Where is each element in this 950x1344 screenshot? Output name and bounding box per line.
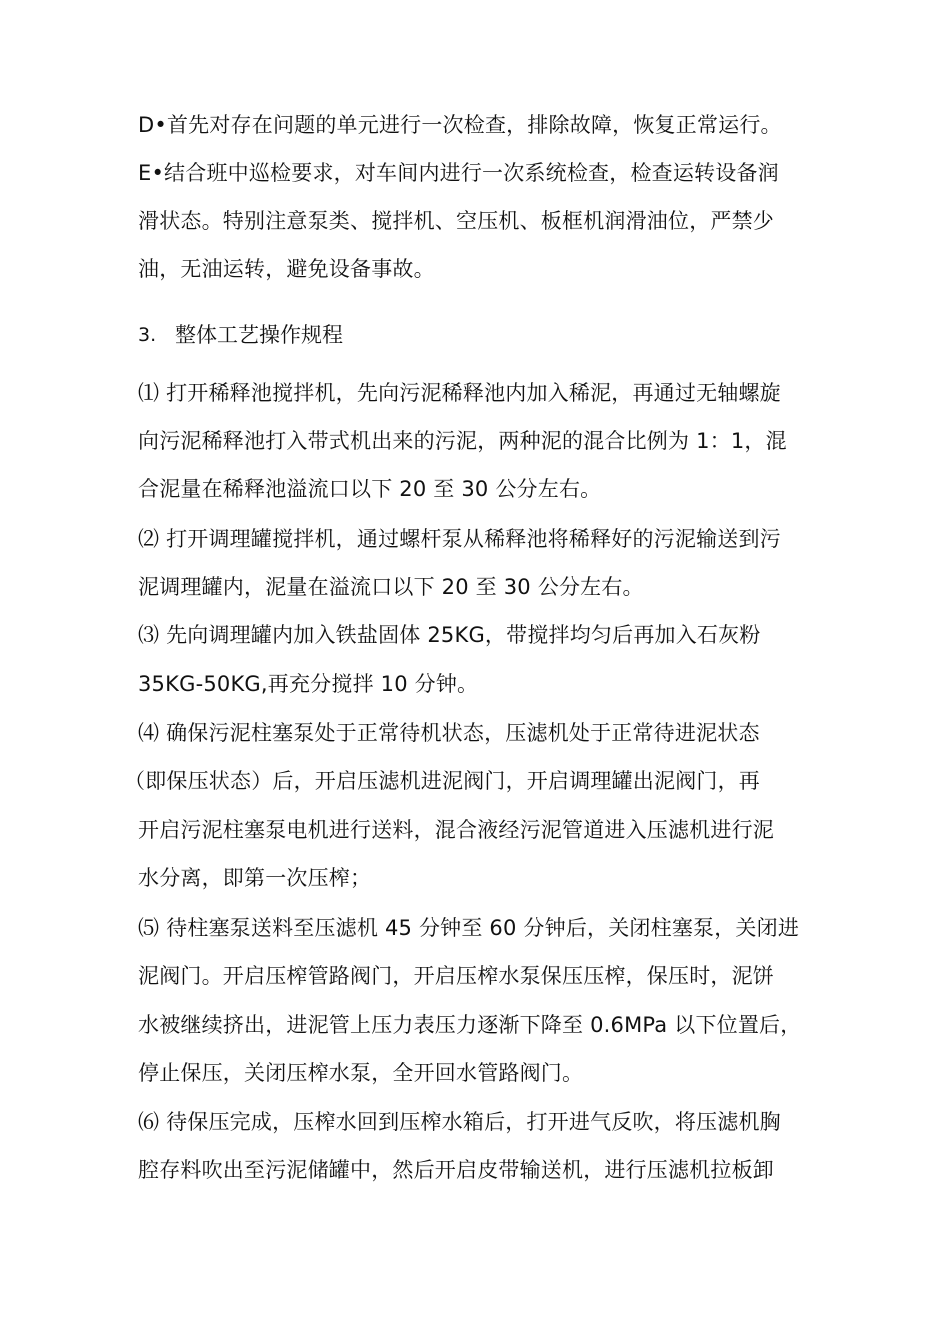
step-line: ⑷ 确保污泥柱塞泵处于正常待机状态，压滤机处于正常待进泥状态 — [138, 721, 760, 745]
step-line: 水被继续挤出，进泥管上压力表压力逐渐下降至 0.6MPa 以下位置后， — [138, 1013, 802, 1037]
paragraph-line: 油，无油运转，避免设备事故。 — [138, 257, 435, 281]
section-title: 整体工艺操作规程 — [175, 323, 343, 347]
step-line: ⑹ 待保压完成，压榨水回到压榨水箱后，打开进气反吹，将压滤机胸 — [138, 1110, 781, 1134]
paragraph-line: 滑状态。特别注意泵类、搅拌机、空压机、板框机润滑油位，严禁少 — [138, 209, 774, 233]
section-number: 3. — [138, 324, 157, 346]
step-line: 停止保压，关闭压榨水泵，全开回水管路阀门。 — [138, 1061, 584, 1085]
step-line: ⑵ 打开调理罐搅拌机，通过螺杆泵从稀释池将稀释好的污泥输送到污 — [138, 527, 781, 551]
paragraph-line-d: D•首先对存在问题的单元进行一次检查，排除故障，恢复正常运行。 — [138, 113, 782, 137]
step-line: ⑶ 先向调理罐内加入铁盐固体 25KG，带搅拌均匀后再加入石灰粉 — [138, 623, 761, 647]
step-line: 泥阀门。开启压榨管路阀门，开启压榨水泵保压压榨，保压时，泥饼 — [138, 964, 774, 988]
step-line: 水分离，即第一次压榨； — [138, 866, 372, 890]
step-line: ⑸ 待柱塞泵送料至压滤机 45 分钟至 60 分钟后，关闭柱塞泵，关闭进 — [138, 916, 800, 940]
step-line: 35KG-50KG,再充分搅拌 10 分钟。 — [138, 672, 479, 696]
step-line: 向污泥稀释池打入带式机出来的污泥，两种泥的混合比例为 1：1，混 — [138, 429, 787, 453]
step-line: 泥调理罐内，泥量在溢流口以下 20 至 30 公分左右。 — [138, 575, 644, 599]
paragraph-line-e: E•结合班中巡检要求，对车间内进行一次系统检查，检查运转设备润 — [138, 161, 779, 185]
step-line: ⑴ 打开稀释池搅拌机，先向污泥稀释池内加入稀泥，再通过无轴螺旋 — [138, 381, 781, 405]
step-line: 开启污泥柱塞泵电机进行送料，混合液经污泥管道进入压滤机进行泥 — [138, 818, 774, 842]
step-line: （即保压状态）后，开启压滤机进泥阀门，开启调理罐出泥阀门，再 — [124, 769, 760, 793]
step-line: 合泥量在稀释池溢流口以下 20 至 30 公分左右。 — [138, 477, 602, 501]
step-line: 腔存料吹出至污泥储罐中，然后开启皮带输送机，进行压滤机拉板卸 — [138, 1158, 774, 1182]
